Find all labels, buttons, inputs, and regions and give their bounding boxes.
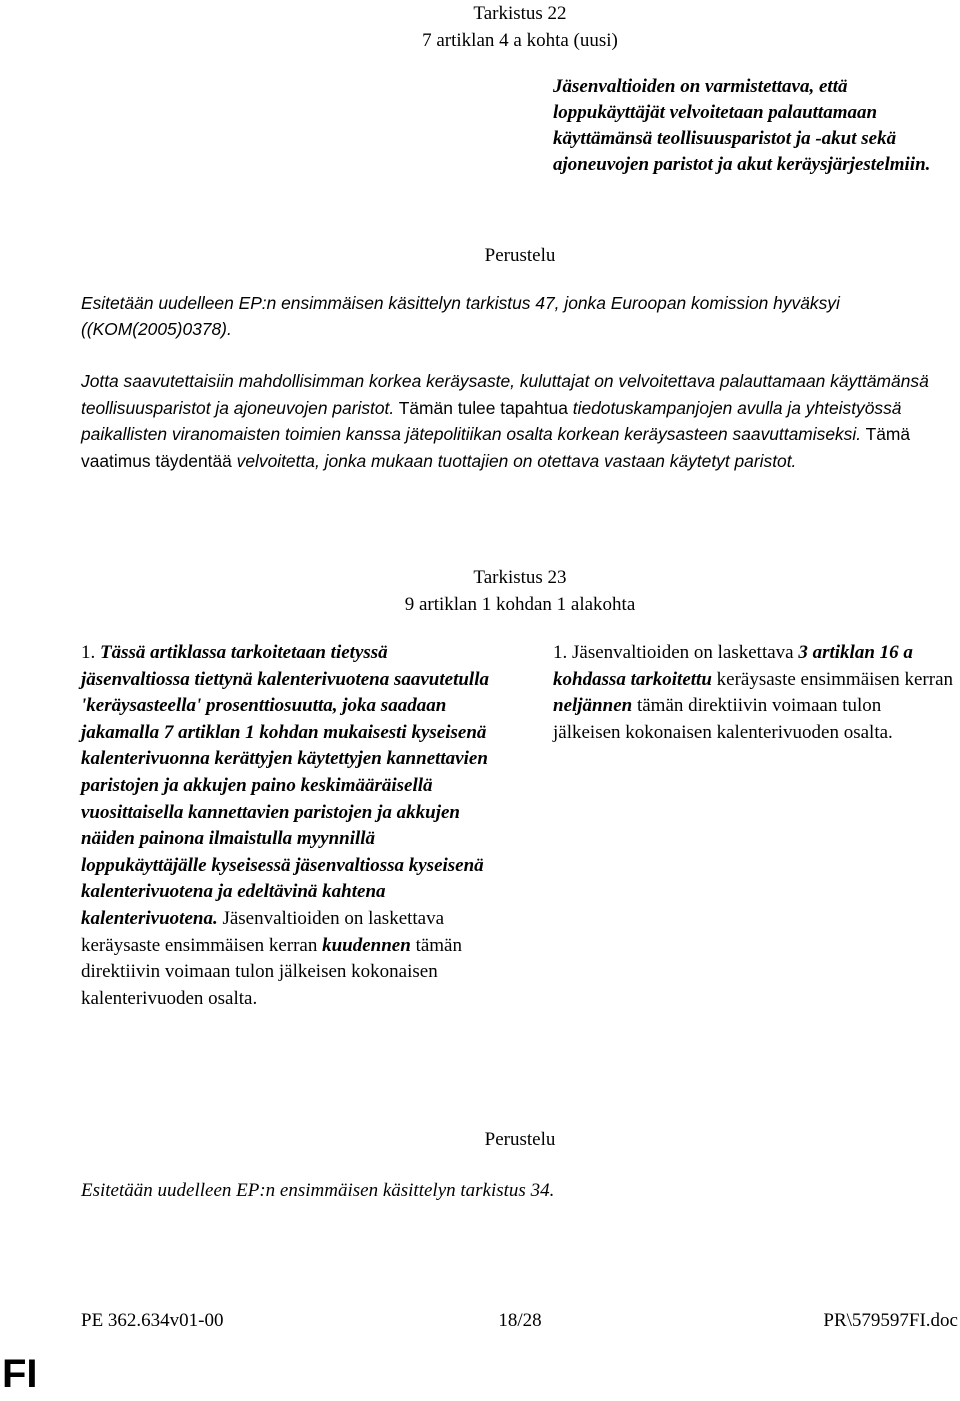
amendment-23-amended-text: [553, 640, 953, 746]
amendment-22-title: [0, 0, 960, 54]
amendment-23-number: Tarkistus 23: [473, 567, 567, 588]
justification-23-paragraph-1: Esitetään uudelleen EP:n ensimmäisen käsittelyn tarkistus 34.: [81, 1180, 555, 1201]
amendment-22-number: Tarkistus 22: [473, 3, 567, 24]
footer-language-code: FI: [2, 1352, 38, 1396]
footer-document-filename: PR\579597FI.doc: [823, 1310, 958, 1331]
justification-22-p2-italic-b: tiedotuskampanjojen avulla ja yhteistyössä paikallisten viranomaisten toimien kanssa jätepolitiikan osalta korkean keräysasteen saavuttamiseksi.: [81, 397, 902, 444]
footer-document-reference: PE 362.634v01-00: [81, 1310, 224, 1331]
amendment-23-left-number: 1.: [81, 642, 96, 663]
justification-22-p2-regular-a: Tämän tulee tapahtua: [394, 397, 568, 418]
justification-22-heading: Perustelu: [484, 245, 556, 266]
amendment-23-original-text: [81, 640, 501, 1012]
amendment-23-right-regular-b: keräysaste ensimmäisen kerran: [711, 668, 954, 690]
amendment-22-amended-text: Jäsenvaltioiden on varmistettava, että loppukäyttäjät velvoitetaan palauttamaan käyttämänsä teollisuusparistot ja -akut sekä ajoneuvojen paristot ja akut keräysjärjestelmiin.: [553, 76, 931, 175]
amendment-23-article: 9 artiklan 1 kohdan 1 alakohta: [404, 594, 636, 615]
amendment-23-right-regular-c: tämän direktiivin voimaan tulon jälkeisen kokonaisen kalenterivuoden osalta.: [553, 695, 893, 743]
justification-22-p2-italic-c: velvoitetta, jonka mukaan tuottajien on otettava vastaan käytetyt paristot.: [231, 450, 797, 471]
amendment-23-left-deleted-text: Tässä artiklassa tarkoitetaan tietyssä jäsenvaltiossa tiettynä kalenterivuotena saavutetulla 'keräysasteella' prosenttiosuutta, joka saadaan jakamalla 7 artiklan 1 kohdan mukaisesti kyseisenä kalenterivuonna kerättyjen käytettyjen kannettavien paristojen ja akkujen paino keskimääräisellä vuosittaisella kannettavien paristojen ja akkujen näiden painona ilmaistulla myynnillä loppukäyttäjälle kyseisessä jäsenvaltiossa kyseisenä kalenterivuotena ja edeltävinä kahtena kalenterivuotena.: [81, 642, 489, 929]
amendment-22-article: 7 artiklan 4 a kohta (uusi): [422, 30, 618, 51]
amendment-23-title: [0, 564, 960, 618]
amendment-23-right-regular-a: 1. Jäsenvaltioiden on laskettava: [553, 642, 799, 663]
amendment-23-left-regular-a: Jäsenvaltioiden on laskettava keräysaste ensimmäisen kerran: [81, 907, 445, 956]
justification-22-p2-italic-a: Jotta saavutettaisiin mahdollisimman korkea keräysaste, kuluttajat on velvoitettava palauttamaan käyttämänsä teollisuusparistot ja ajoneuvojen paristot.: [81, 371, 929, 418]
amendment-23-right-emphasis-b: neljännen: [553, 695, 633, 717]
amendment-23-left-emphasis: kuudennen: [322, 934, 411, 956]
footer-page-number: 18/28: [498, 1310, 542, 1331]
justification-22-p2-regular-b: Tämä vaatimus täydentää: [81, 424, 911, 471]
amendment-23-left-regular-b: tämän direktiivin voimaan tulon jälkeisen kokonaisen kalenterivuoden osalta.: [81, 934, 462, 1009]
amendment-23-right-emphasis-a: 3 artiklan 16 a kohdassa tarkoitettu: [553, 642, 913, 690]
justification-23-heading: Perustelu: [484, 1129, 556, 1150]
justification-22-paragraph-1: Esitetään uudelleen EP:n ensimmäisen käsittelyn tarkistus 47, jonka Euroopan komission hyväksyi ((KOM(2005)0378).: [81, 293, 840, 339]
justification-22-paragraph-2: [81, 368, 951, 474]
